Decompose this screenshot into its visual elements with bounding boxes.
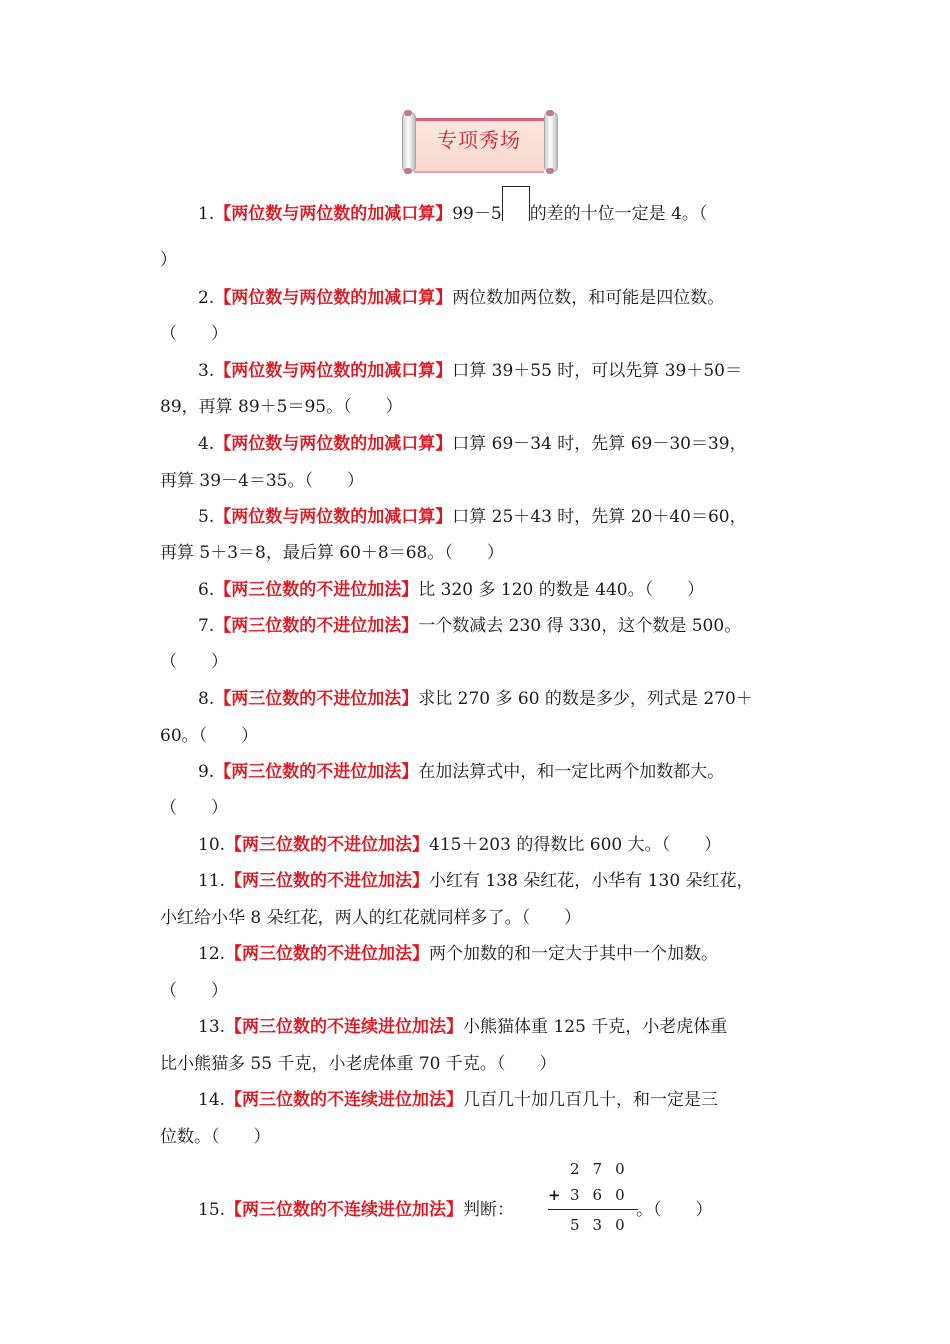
question-4: [198, 432, 747, 456]
question-text: 小熊猫体重 125 千克，小老虎体重: [463, 1017, 728, 1037]
topic-tag: 【两位数与两位数的加减口算】: [214, 434, 453, 454]
question-number: 5.: [198, 507, 215, 527]
question-1-wrap: ）: [160, 250, 177, 270]
question-text: 一个数减去 230 得 330，这个数是 500。: [418, 616, 742, 636]
question-text: 口算 25＋43 时，先算 20＋40＝60，: [452, 507, 747, 527]
question-12: [198, 942, 718, 966]
topic-tag: 【两三位数的不进位加法】: [214, 762, 419, 782]
topic-tag: 【两三位数的不进位加法】: [214, 689, 419, 709]
topic-tag: 【两三位数的不进位加法】: [214, 580, 419, 600]
question-12-wrap[interactable]: （ ）: [160, 981, 228, 1001]
question-5: [198, 505, 747, 529]
title-scroll-banner: [396, 110, 562, 174]
page-title: 专项秀场: [437, 128, 521, 152]
question-11-wrap[interactable]: 小红给小华 8 朵红花，两人的红花就同样多了。（ ）: [160, 908, 582, 928]
question-8: [198, 687, 753, 711]
question-number: 6.: [198, 580, 215, 600]
scroll-rod-right: [544, 112, 558, 172]
sum-result: 530: [570, 1216, 638, 1234]
question-14: [198, 1088, 718, 1112]
question-text: 口算 39＋55 时，可以先算 39＋50＝: [452, 361, 742, 381]
question-6[interactable]: [198, 578, 704, 602]
question-number: 8.: [198, 689, 215, 709]
question-10[interactable]: [198, 833, 721, 857]
scroll-knob-icon: [404, 168, 412, 174]
topic-tag: 【两位数与两位数的加减口算】: [214, 507, 453, 527]
topic-tag: 【两位数与两位数的加减口算】: [214, 361, 453, 381]
question-15-answer-blank[interactable]: 。（ ）: [636, 1200, 713, 1220]
question-number: 9.: [198, 762, 215, 782]
topic-tag: 【两三位数的不进位加法】: [225, 944, 430, 964]
topic-tag: 【两三位数的不连续进位加法】: [225, 1017, 464, 1037]
question-5-wrap[interactable]: 再算 5＋3＝8，最后算 60＋8＝68。（ ）: [160, 543, 504, 563]
question-9: [198, 760, 724, 784]
question-number: 7.: [198, 616, 215, 636]
question-number: 12.: [198, 944, 226, 964]
topic-tag: 【两位数与两位数的加减口算】: [214, 288, 453, 308]
question-number: 15.: [198, 1200, 226, 1220]
question-text: 99－5: [452, 204, 502, 224]
question-text: 口算 69－34 时，先算 69－30＝39，: [452, 434, 747, 454]
question-text: 判断：: [463, 1200, 515, 1220]
topic-tag: 【两三位数的不连续进位加法】: [225, 1200, 464, 1220]
question-text: 两个加数的和一定大于其中一个加数。: [429, 944, 719, 964]
question-number: 14.: [198, 1090, 226, 1110]
scroll-knob-icon: [404, 110, 412, 116]
question-number: 10.: [198, 835, 226, 855]
topic-tag: 【两三位数的不进位加法】: [225, 835, 430, 855]
question-3: [198, 359, 742, 383]
question-11: [198, 869, 754, 893]
question-1: [198, 200, 707, 226]
question-14-wrap[interactable]: 位数。（ ）: [160, 1127, 271, 1147]
question-text: 求比 270 多 60 的数是多少，列式是 270＋: [418, 689, 753, 709]
question-7: [198, 614, 741, 638]
question-4-wrap[interactable]: 再算 39－4＝35。（ ）: [160, 471, 364, 491]
scroll-knob-icon: [546, 110, 554, 116]
question-13: [198, 1015, 727, 1039]
question-8-wrap[interactable]: 60。（ ）: [160, 726, 259, 746]
addend-top: 270: [570, 1160, 638, 1178]
plus-operator: +: [548, 1186, 561, 1204]
question-13-wrap[interactable]: 比小熊猫多 55 千克，小老虎体重 70 千克。（ ）: [160, 1054, 557, 1074]
question-3-wrap[interactable]: 89，再算 89＋5＝95。（ ）: [160, 397, 403, 417]
answer-box[interactable]: [502, 186, 530, 221]
scroll-knob-icon: [546, 168, 554, 174]
question-number: 4.: [198, 434, 215, 454]
topic-tag: 【两位数与两位数的加减口算】: [214, 204, 453, 224]
question-text: 几百几十加几百几十，和一定是三: [463, 1090, 719, 1110]
question-2-wrap answer-blank[interactable]: （ ）: [160, 324, 228, 344]
question-text: 在加法算式中，和一定比两个加数都大。: [418, 762, 725, 782]
question-text: 比 320 多 120 的数是 440。（ ）: [418, 580, 705, 600]
sum-rule: [548, 1209, 638, 1210]
question-number: 1.: [198, 204, 215, 224]
topic-tag: 【两三位数的不进位加法】: [225, 871, 430, 891]
question-text: 小红有 138 朵红花，小华有 130 朵红花，: [429, 871, 754, 891]
question-text: 两位数加两位数，和可能是四位数。: [452, 288, 725, 308]
question-number: 13.: [198, 1017, 226, 1037]
addend-second: 360: [570, 1186, 638, 1204]
question-number: 3.: [198, 361, 215, 381]
question-text: 的差的十位一定是 4。（: [529, 204, 708, 224]
vertical-addition: [548, 1158, 648, 1238]
question-number: 2.: [198, 288, 215, 308]
question-7-wrap[interactable]: （ ）: [160, 652, 228, 672]
question-15: [198, 1198, 514, 1222]
topic-tag: 【两三位数的不连续进位加法】: [225, 1090, 464, 1110]
question-number: 11.: [198, 871, 226, 891]
question-9-wrap[interactable]: （ ）: [160, 798, 228, 818]
topic-tag: 【两三位数的不进位加法】: [214, 616, 419, 636]
question-text: 415＋203 的得数比 600 大。（ ）: [429, 835, 722, 855]
question-2: [198, 286, 724, 310]
